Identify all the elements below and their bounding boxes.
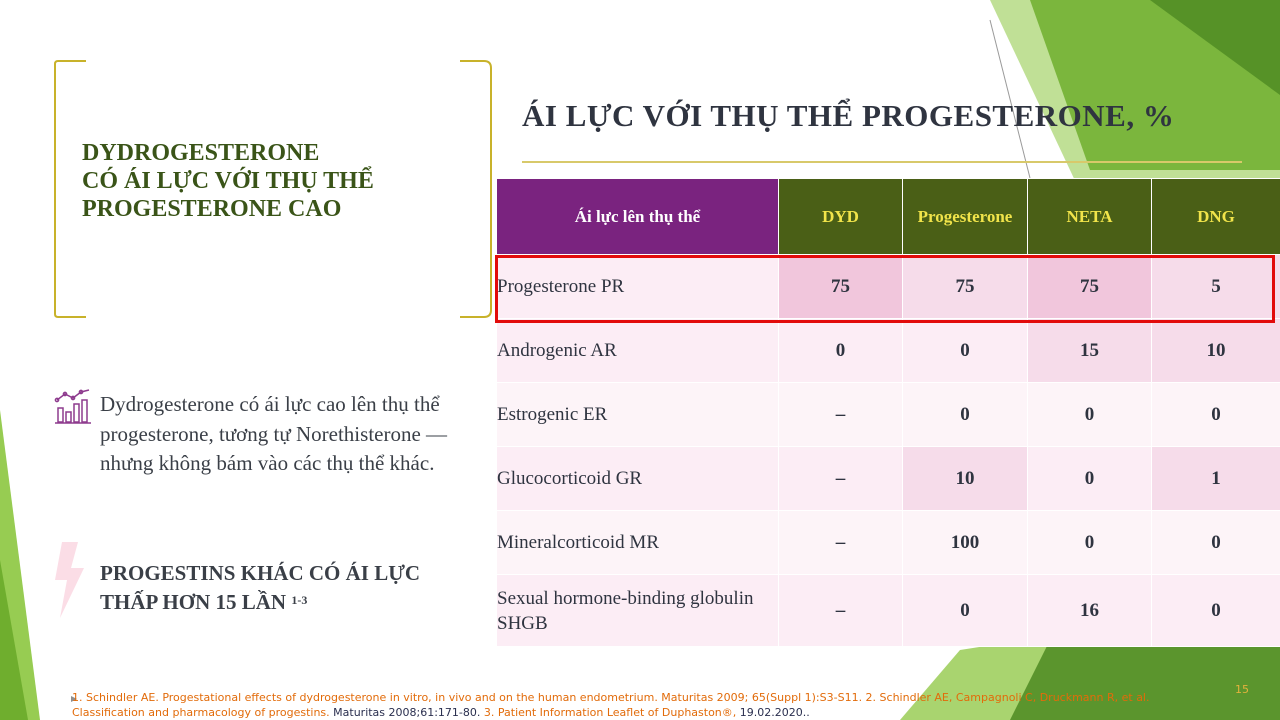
header-cell-neta: NETA	[1028, 179, 1152, 255]
table-cell: 0	[1028, 447, 1152, 511]
table-header-row	[497, 179, 1280, 255]
table-cell: 75	[779, 255, 903, 319]
table-cell: 0	[1028, 511, 1152, 575]
table-cell: –	[779, 383, 903, 447]
row-label: Sexual hormone-binding globulin SHGB	[497, 575, 779, 647]
table-cell: 0	[1028, 383, 1152, 447]
table-cell: 0	[779, 319, 903, 383]
table-row	[497, 511, 1280, 575]
table-cell: 1	[1152, 447, 1280, 511]
bold-note-line-2-text: THẤP HƠN 15 LẦN	[100, 590, 287, 614]
bullet-text: Dydrogesterone có ái lực cao lên thụ thể progesterone, tương tự Norethisterone — nhưng không bám vào các thụ thể khác.	[100, 392, 448, 475]
title-underline	[522, 161, 1242, 163]
table-row	[497, 383, 1280, 447]
bar-chart-icon	[54, 388, 92, 424]
table-cell: 75	[903, 255, 1028, 319]
references-footnote	[72, 690, 1152, 720]
table-cell: 15	[1028, 319, 1152, 383]
side-title-line-2: CÓ ÁI LỰC VỚI THỤ THỂ	[82, 168, 374, 194]
table-cell: 16	[1028, 575, 1152, 647]
table-row	[497, 319, 1280, 383]
table-cell: 0	[903, 383, 1028, 447]
header-cell-receptor: Ái lực lên thụ thể	[497, 179, 779, 255]
highlight-box	[495, 255, 1275, 323]
side-title-line-3: PROGESTERONE CAO	[82, 196, 342, 222]
bold-note-line-1: PROGESTINS KHÁC CÓ ÁI LỰC	[100, 561, 421, 585]
table-row	[497, 575, 1280, 647]
bold-note	[100, 559, 500, 617]
table-cell: –	[779, 447, 903, 511]
table-cell: 0	[1152, 511, 1280, 575]
footnote-part-4: 3. Patient Information Leaflet of Duphaston®,	[480, 706, 737, 719]
table-cell: 75	[1028, 255, 1152, 319]
table-cell: 5	[1152, 255, 1280, 319]
header-cell-dyd: DYD	[779, 179, 903, 255]
table-cell: 10	[1152, 319, 1280, 383]
bold-note-line-2	[100, 588, 500, 617]
row-label: Progesterone PR	[497, 255, 779, 319]
row-label: Estrogenic ER	[497, 383, 779, 447]
lightning-bolt-icon	[52, 540, 88, 620]
table-cell: 0	[1152, 383, 1280, 447]
table-cell: 0	[903, 319, 1028, 383]
row-label: Glucocorticoid GR	[497, 447, 779, 511]
row-label: Mineralcorticoid MR	[497, 511, 779, 575]
page-number: 15	[1235, 683, 1249, 696]
header-cell-progesterone: Progesterone	[903, 179, 1028, 255]
table-cell: –	[779, 511, 903, 575]
table-row	[497, 447, 1280, 511]
footnote-part-5: 19.02.2020..	[736, 706, 810, 719]
table-cell: 0	[903, 575, 1028, 647]
citation-superscript: 1-3	[291, 593, 308, 607]
receptor-affinity-table	[496, 178, 1280, 647]
page-title: ÁI LỰC VỚI THỤ THỂ PROGESTERONE, %	[522, 98, 1175, 133]
footnote-part-3: Maturitas 2008;61:171-80.	[329, 706, 481, 719]
footnote-part-1: 1. Schindler AE. Progestational effects of dydrogesterone in vitro, in vivo and on the human endometrium.	[72, 691, 658, 704]
footnote-part-2: Maturitas 2009; 65(Suppl 1):S3-S11. 2. Schindler AE, Campagnoli C, Druckmann R, et al. Classification and pharmacology of progestins.	[72, 691, 1150, 719]
table-cell: 100	[903, 511, 1028, 575]
header-cell-dng: DNG	[1152, 179, 1280, 255]
side-title-line-1: DYDROGESTERONE	[82, 140, 320, 166]
row-label: Androgenic AR	[497, 319, 779, 383]
table-cell: –	[779, 575, 903, 647]
table-cell: 10	[903, 447, 1028, 511]
side-title	[82, 139, 442, 223]
table-cell: 0	[1152, 575, 1280, 647]
